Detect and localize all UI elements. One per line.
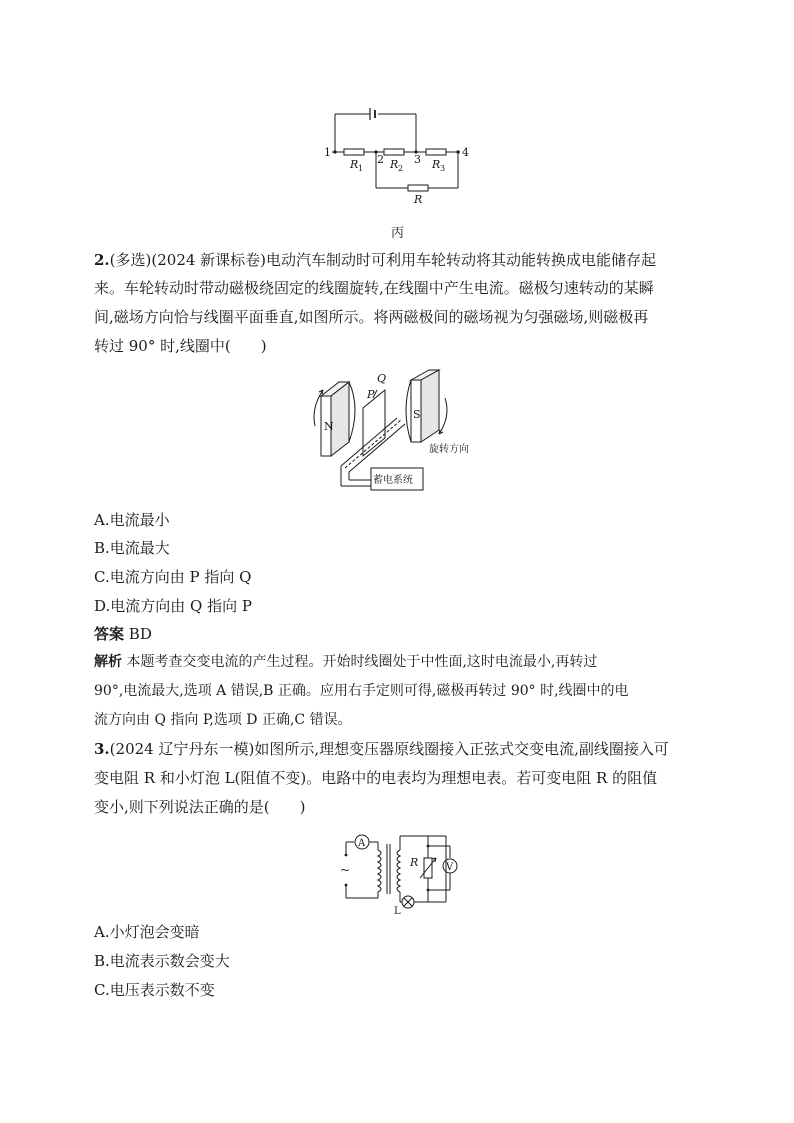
- q2-line-3: 间,磁场方向恰与线圈平面垂直,如图所示。将两磁极间的磁场视为匀强磁场,则磁极再: [94, 308, 649, 326]
- q2-analysis-line-2: 90°,电流最大,选项 A 错误,B 正确。应用右手定则可得,磁极再转过 90° 时,线圈中的电: [94, 683, 629, 699]
- q2-text-1: (多选)(2024 新课标卷)电动汽车制动时可利用车轮转动将其动能转换成电能储存起: [109, 251, 657, 269]
- node-2: 2: [377, 153, 384, 166]
- resistor-r1-label: R: [350, 158, 359, 171]
- q2-option-b: B.电流最大: [94, 539, 170, 557]
- rotation-direction-label: 旋转方向: [429, 444, 469, 455]
- q2-option-a: A.电流最小: [94, 511, 170, 529]
- lamp-label: L: [394, 906, 401, 917]
- voltmeter-label: V: [446, 862, 454, 873]
- transformer-diagram: [338, 828, 468, 917]
- q3-line-3: 变小,则下列说法正确的是( ): [94, 798, 306, 816]
- q2-option-c: C.电流方向由 P 指向 Q: [94, 568, 252, 586]
- resistor-r2-label: R: [390, 158, 399, 171]
- ac-source-symbol: ~: [340, 863, 351, 877]
- q2-line-2: 来。车轮转动时带动磁极绕固定的线圈旋转,在线圈中产生电流。磁极匀速转动的某瞬: [94, 279, 654, 297]
- q2-line-4: 转过 90° 时,线圈中( ): [94, 337, 267, 355]
- q2-option-d: D.电流方向由 Q 指向 P: [94, 597, 252, 615]
- q-label: Q: [377, 372, 387, 385]
- q2-analysis-line-3: 流方向由 Q 指向 P,选项 D 正确,C 错误。: [94, 712, 352, 728]
- q2-line-1: [94, 250, 704, 270]
- resistor-r2-sub: 2: [398, 164, 404, 173]
- transformer-figure: [338, 828, 468, 917]
- answer-value: BD: [128, 625, 152, 643]
- resistor-r-label: R: [414, 193, 423, 206]
- south-pole-label: S: [413, 408, 421, 421]
- q3-line-1: [94, 739, 704, 759]
- circuit-diagram: [320, 100, 480, 210]
- node-4: 4: [462, 146, 469, 159]
- resistor-r3-sub: 3: [440, 164, 446, 173]
- analysis-text-1: 本题考查交变电流的产生过程。开始时线圈处于中性面,这时电流最小,再转过: [126, 654, 598, 670]
- analysis-label: 解析: [94, 654, 122, 670]
- variable-resistor-label: R: [410, 856, 419, 869]
- q2-analysis-line-1: [94, 652, 704, 672]
- q3-line-2: 变电阻 R 和小灯泡 L(阻值不变)。电路中的电表均为理想电表。若可变电阻 R 的阻值: [94, 769, 658, 787]
- circuit-figure-bing: [320, 100, 480, 210]
- q3-option-c: C.电压表示数不变: [94, 981, 215, 999]
- q3-option-b: B.电流表示数会变大: [94, 952, 230, 970]
- magnet-coil-figure: [305, 368, 490, 496]
- p-label: P: [367, 388, 375, 401]
- ammeter-label: A: [358, 838, 366, 849]
- figure-caption-bing: 丙: [391, 226, 405, 241]
- answer-label: 答案: [94, 625, 125, 643]
- storage-system-label: 蓄电系统: [373, 475, 413, 486]
- magnet-diagram: [305, 368, 490, 496]
- node-1: 1: [324, 146, 331, 159]
- resistor-r3-label: R: [432, 158, 441, 171]
- q3-number: 3.: [94, 740, 110, 758]
- q3-text-1: (2024 辽宁丹东一模)如图所示,理想变压器原线圈接入正弦式交变电流,副线圈接入可: [109, 740, 669, 758]
- resistor-r1-sub: 1: [358, 164, 364, 173]
- q2-number: 2.: [94, 251, 110, 269]
- q3-option-a: A.小灯泡会变暗: [94, 923, 200, 941]
- north-pole-label: N: [324, 420, 334, 433]
- q2-answer: [94, 624, 704, 644]
- node-3: 3: [414, 153, 421, 166]
